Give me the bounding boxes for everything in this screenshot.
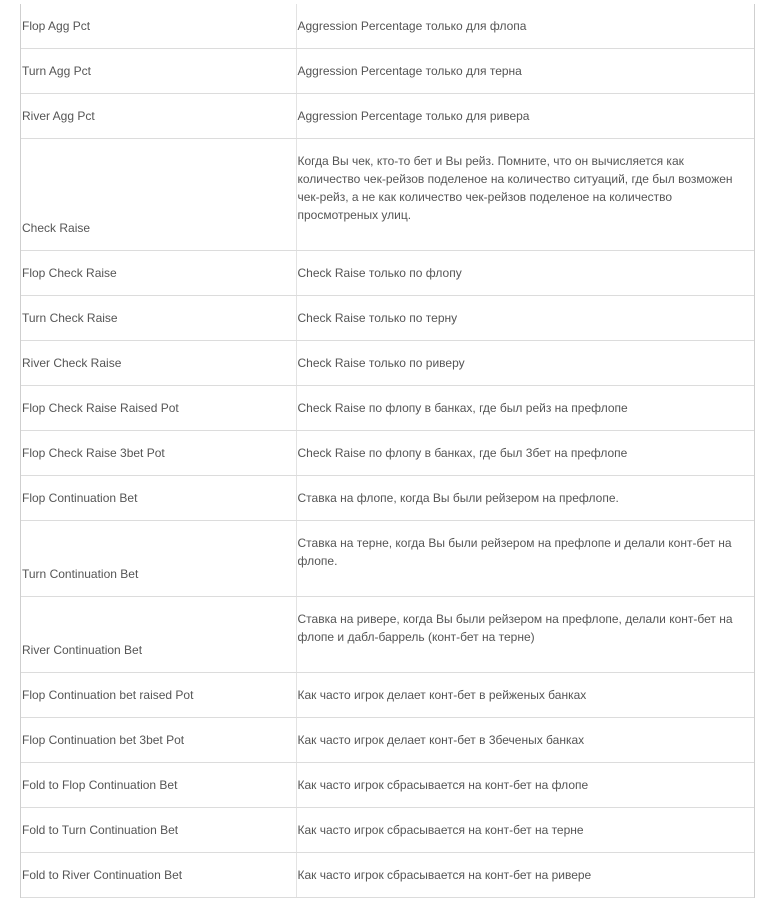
stat-description: Aggression Percentage только для флопа xyxy=(296,4,754,49)
stat-name: Fold to Flop Continuation Bet xyxy=(21,763,296,808)
table-row xyxy=(21,476,754,521)
table-row xyxy=(21,386,754,431)
stat-description: Check Raise только по риверу xyxy=(296,341,754,386)
stat-name: Flop Check Raise 3bet Pot xyxy=(21,431,296,476)
table-row xyxy=(21,431,754,476)
stat-description: Ставка на флопе, когда Вы были рейзером на префлопе. xyxy=(296,476,754,521)
stat-name: River Continuation Bet xyxy=(21,597,296,673)
stat-name: Turn Check Raise xyxy=(21,296,296,341)
stat-description: Как часто игрок сбрасывается на конт-бет на ривере xyxy=(296,853,754,898)
stat-description: Когда Вы чек, кто-то бет и Вы рейз. Помните, что он вычисляется как количество чек-рейзов поделеное на количество ситуаций, где был возможен чек-рейз, а не как количество чек-рейзов поделеное на количество просмотреных улиц. xyxy=(296,139,754,251)
table-row xyxy=(21,4,754,49)
table-row xyxy=(21,296,754,341)
table-row xyxy=(21,94,754,139)
stats-glossary-table xyxy=(21,4,754,898)
stat-description: Check Raise только по флопу xyxy=(296,251,754,296)
stat-name: River Agg Pct xyxy=(21,94,296,139)
table-row xyxy=(21,49,754,94)
stat-name: Flop Check Raise xyxy=(21,251,296,296)
stat-description: Check Raise по флопу в банках, где был 3бет на префлопе xyxy=(296,431,754,476)
table-row xyxy=(21,521,754,597)
table-row xyxy=(21,763,754,808)
stat-description: Ставка на ривере, когда Вы были рейзером на префлопе, делали конт-бет на флопе и дабл-баррель (конт-бет на терне) xyxy=(296,597,754,673)
stat-name: Turn Continuation Bet xyxy=(21,521,296,597)
stat-name: Fold to Turn Continuation Bet xyxy=(21,808,296,853)
stat-name: Check Raise xyxy=(21,139,296,251)
stats-glossary-table-wrapper xyxy=(20,4,755,898)
stat-description: Ставка на терне, когда Вы были рейзером на префлопе и делали конт-бет на флопе. xyxy=(296,521,754,597)
stat-description: Check Raise только по терну xyxy=(296,296,754,341)
stat-description: Как часто игрок делает конт-бет в рейженых банках xyxy=(296,673,754,718)
stat-name: Turn Agg Pct xyxy=(21,49,296,94)
stat-name: Flop Check Raise Raised Pot xyxy=(21,386,296,431)
table-row xyxy=(21,251,754,296)
stat-description: Aggression Percentage только для терна xyxy=(296,49,754,94)
table-row xyxy=(21,808,754,853)
stat-name: Flop Continuation bet raised Pot xyxy=(21,673,296,718)
stat-description: Как часто игрок сбрасывается на конт-бет на терне xyxy=(296,808,754,853)
table-row xyxy=(21,673,754,718)
stat-description: Как часто игрок делает конт-бет в 3беченых банках xyxy=(296,718,754,763)
stat-name: Fold to River Continuation Bet xyxy=(21,853,296,898)
stat-name: Flop Continuation bet 3bet Pot xyxy=(21,718,296,763)
stat-name: Flop Continuation Bet xyxy=(21,476,296,521)
table-row xyxy=(21,341,754,386)
stat-description: Aggression Percentage только для ривера xyxy=(296,94,754,139)
stat-description: Как часто игрок сбрасывается на конт-бет на флопе xyxy=(296,763,754,808)
stat-name: River Check Raise xyxy=(21,341,296,386)
table-row xyxy=(21,853,754,898)
stat-name: Flop Agg Pct xyxy=(21,4,296,49)
stat-description: Check Raise по флопу в банках, где был рейз на префлопе xyxy=(296,386,754,431)
table-row xyxy=(21,139,754,251)
table-row xyxy=(21,718,754,763)
table-row xyxy=(21,597,754,673)
